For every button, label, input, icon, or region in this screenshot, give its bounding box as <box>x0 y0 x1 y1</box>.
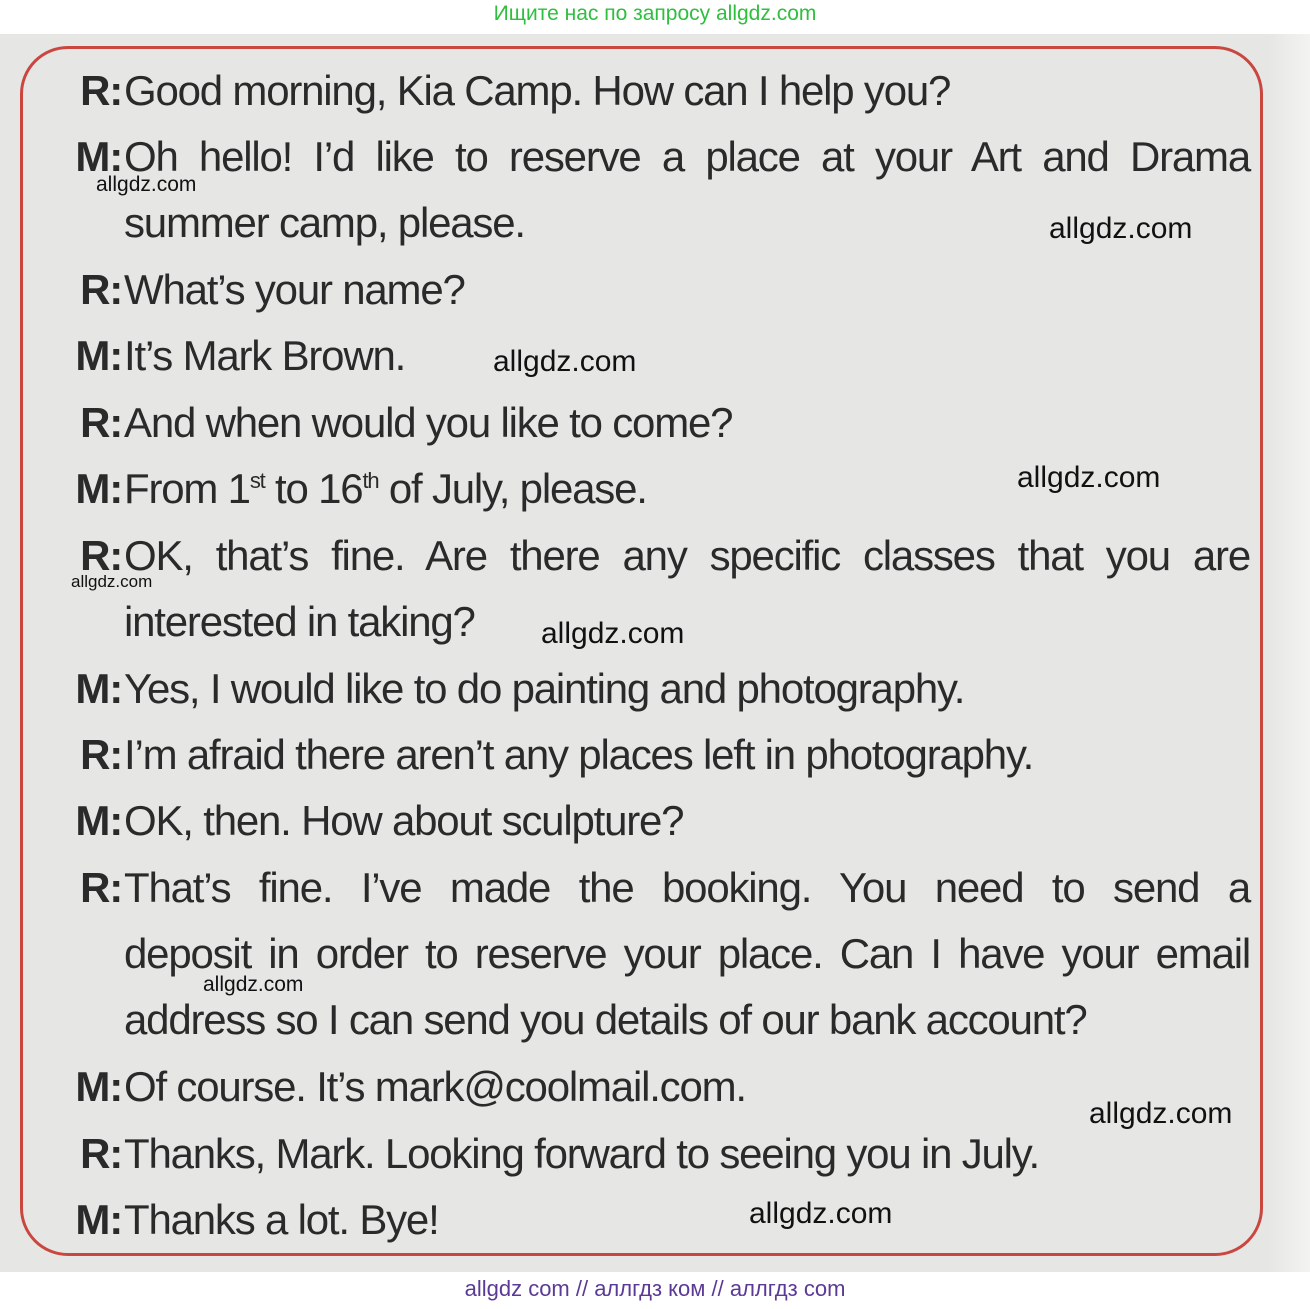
utterance-text: I’m afraid there aren’t any places left in photography. <box>124 731 1034 778</box>
utterance-text: Good morning, Kia Camp. How can I help you? <box>124 67 951 114</box>
watermark: allgdz.com <box>71 572 153 591</box>
dialogue-line-8 <box>54 656 1250 722</box>
date-text: to 16 <box>264 465 363 512</box>
dialogue-line-12 <box>54 1054 1250 1120</box>
utterance-text: That’s fine. I’ve made the booking. You need to send a <box>124 864 1250 911</box>
speaker-label: R: <box>80 1130 122 1177</box>
utterance-text: Thanks, Mark. Looking forward to seeing you in July. <box>124 1130 1039 1177</box>
speaker-label: M: <box>75 465 122 512</box>
watermark: allgdz.com <box>749 1197 893 1230</box>
watermark: allgdz.com <box>203 973 304 996</box>
utterance-text: summer camp, please. <box>124 199 525 246</box>
speaker-label: M: <box>75 1196 122 1243</box>
speaker-label: M: <box>75 797 122 844</box>
watermark: allgdz.com <box>96 173 197 196</box>
speaker-label: M: <box>75 332 122 379</box>
speaker-label: M: <box>75 133 122 180</box>
utterance <box>124 722 1250 788</box>
dialogue-line-11 <box>54 855 1250 1053</box>
utterance <box>124 656 1250 722</box>
ordinal-suffix: st <box>249 468 265 493</box>
watermark: allgdz.com <box>1089 1097 1233 1130</box>
utterance-text: And when would you like to come? <box>124 399 733 446</box>
date-text: of July, please. <box>378 465 647 512</box>
dialogue-line-3 <box>54 257 1250 323</box>
dialogue-line-9 <box>54 722 1250 788</box>
speaker-label: R: <box>80 399 122 446</box>
watermark: allgdz.com <box>1049 212 1193 245</box>
utterance-text: OK, then. How about sculpture? <box>124 797 684 844</box>
watermark: allgdz.com <box>1017 461 1161 494</box>
utterance <box>124 855 1250 1053</box>
speaker-label: R: <box>80 532 122 579</box>
dialogue-line-1 <box>54 58 1250 124</box>
speaker-label: R: <box>80 864 122 911</box>
utterance-text: Of course. It’s mark@coolmail.com. <box>124 1063 746 1110</box>
utterance <box>124 523 1250 655</box>
utterance <box>124 1121 1250 1187</box>
speaker-label: R: <box>80 731 122 778</box>
utterance-text: interested in taking? <box>124 598 475 645</box>
utterance <box>124 1187 1250 1253</box>
utterance <box>124 788 1250 854</box>
speaker-label: M: <box>75 1063 122 1110</box>
utterance-text: OK, that’s fine. Are there any specific classes that you are <box>124 532 1250 579</box>
utterance <box>124 323 1250 389</box>
speaker-label: R: <box>80 266 122 313</box>
dialogue-line-13 <box>54 1121 1250 1187</box>
watermark: allgdz.com <box>541 617 685 650</box>
dialogue-line-4 <box>54 323 1250 389</box>
top-banner: Ищите нас по запросу allgdz.com <box>493 2 817 25</box>
utterance <box>124 58 1250 124</box>
watermark: allgdz.com <box>493 345 637 378</box>
utterance <box>124 390 1250 456</box>
speaker-label: M: <box>75 665 122 712</box>
utterance-text: address so I can send you details of our bank account? <box>124 996 1087 1043</box>
dialogue-line-5 <box>54 390 1250 456</box>
utterance-text: What’s your name? <box>124 266 465 313</box>
utterance <box>124 257 1250 323</box>
utterance-text: Yes, I would like to do painting and photography. <box>124 665 965 712</box>
utterance-text: deposit in order to reserve your place. Can I have your email <box>124 930 1250 977</box>
speaker-label: R: <box>80 67 122 114</box>
utterance <box>124 1054 1250 1120</box>
utterance-text: Thanks a lot. Bye! <box>124 1196 439 1243</box>
utterance-text: It’s Mark Brown. <box>124 332 406 379</box>
dialogue-line-10 <box>54 788 1250 854</box>
bottom-banner: allgdz com // аллгдз ком // аллгдз com <box>464 1276 846 1301</box>
date-text: From 1 <box>124 465 250 512</box>
utterance-text: Oh hello! I’d like to reserve a place at your Art and Drama <box>124 133 1250 180</box>
dialogue-line-14 <box>54 1187 1250 1253</box>
ordinal-suffix: th <box>362 468 379 493</box>
